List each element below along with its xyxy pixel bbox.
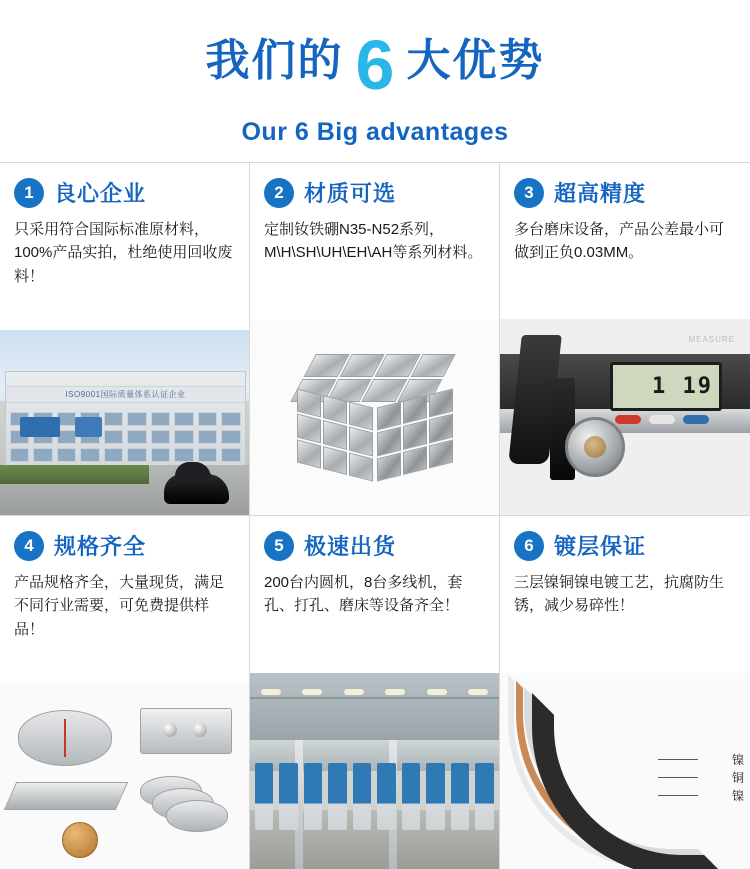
poster-header bbox=[0, 0, 750, 162]
card-title: 极速出货 bbox=[304, 534, 397, 559]
badge-number: 5 bbox=[264, 531, 294, 561]
advantage-card-6 bbox=[500, 516, 750, 869]
factory-building-photo bbox=[0, 330, 249, 515]
caliper-brand-text: MEASURE bbox=[688, 334, 735, 344]
layer-label: 铜 bbox=[731, 771, 744, 785]
card-title: 良心企业 bbox=[54, 181, 147, 206]
layer-label: 镍 bbox=[731, 789, 744, 803]
digital-caliper-photo bbox=[500, 319, 750, 515]
badge-number: 4 bbox=[14, 531, 44, 561]
card-header bbox=[14, 177, 235, 208]
advantage-card-3 bbox=[500, 163, 750, 516]
badge-number: 1 bbox=[14, 178, 44, 208]
advantage-card-4 bbox=[0, 516, 250, 869]
machine-row bbox=[255, 763, 494, 830]
magnet-cube-photo bbox=[250, 320, 499, 515]
title-suffix: 大优势 bbox=[406, 36, 545, 85]
entrance-sign-secondary bbox=[75, 417, 102, 437]
ceiling-lights bbox=[250, 689, 499, 695]
card-description: 200台内圆机，8台多线机，套孔、打孔、磨床等设备齐全！ bbox=[264, 574, 463, 615]
factory-scene bbox=[0, 330, 249, 515]
card-title: 材质可选 bbox=[304, 181, 397, 206]
card-description: 多台磨床设备，产品公差最小可做到正负0.03MM。 bbox=[514, 221, 725, 262]
coating-cutaway bbox=[522, 687, 710, 849]
advantage-card-2 bbox=[250, 163, 500, 516]
coating-layers-diagram bbox=[500, 673, 750, 869]
card-header bbox=[514, 177, 736, 208]
plate-magnet-with-holes bbox=[140, 708, 232, 754]
advantage-card-1 bbox=[0, 163, 250, 516]
title-number: 6 bbox=[355, 26, 395, 104]
bar-magnet bbox=[4, 782, 128, 810]
caliper bbox=[500, 319, 750, 515]
ring-magnets bbox=[140, 776, 232, 824]
measured-ring-magnet bbox=[565, 417, 625, 477]
card-title: 超高精度 bbox=[554, 181, 647, 206]
building-banner-text: ISO9001国际质量体系认证企业 bbox=[6, 386, 245, 403]
hedge bbox=[0, 465, 149, 484]
advantage-card-5 bbox=[250, 516, 500, 869]
leader-line-copper bbox=[658, 777, 698, 778]
caliper-buttons bbox=[615, 415, 709, 424]
magnet-core bbox=[532, 693, 726, 869]
card-description: 只采用符合国际标准原材料，100%产品实拍，杜绝使用回收废料！ bbox=[14, 221, 233, 285]
badge-number: 6 bbox=[514, 531, 544, 561]
size-reference-coin bbox=[62, 822, 98, 858]
leader-line-nickel-2 bbox=[658, 795, 698, 796]
card-header bbox=[14, 530, 235, 561]
workshop-machines-photo bbox=[250, 673, 499, 869]
cube-wrapper bbox=[250, 320, 499, 515]
leader-line-nickel bbox=[658, 759, 698, 760]
card-header bbox=[264, 177, 485, 208]
advantages-grid bbox=[0, 162, 750, 869]
card-title: 镀层保证 bbox=[554, 534, 647, 559]
card-description: 三层镍铜镍电镀工艺，抗腐防生锈，减少易碎性！ bbox=[514, 574, 725, 615]
caliper-display: 1 19 bbox=[610, 362, 722, 411]
page-title bbox=[205, 26, 545, 104]
factory-roof bbox=[250, 673, 499, 740]
badge-number: 3 bbox=[514, 178, 544, 208]
entrance-sign bbox=[20, 417, 60, 437]
card-header bbox=[514, 530, 736, 561]
page-subtitle: Our 6 Big advantages bbox=[241, 118, 509, 146]
title-prefix: 我们的 bbox=[205, 36, 344, 85]
magnet-cube bbox=[289, 354, 461, 482]
disc-magnet-stack bbox=[18, 710, 112, 766]
card-header bbox=[264, 530, 485, 561]
car bbox=[164, 474, 229, 504]
layer-label-list bbox=[732, 751, 744, 805]
layer-label: 镍 bbox=[731, 753, 744, 767]
badge-number: 2 bbox=[264, 178, 294, 208]
magnet-assortment-photo bbox=[0, 684, 249, 869]
card-title: 规格齐全 bbox=[54, 534, 147, 559]
card-description: 定制钕铁硼N35-N52系列，M\H\SH\UH\EH\AH等系列材料。 bbox=[264, 221, 483, 262]
card-description: 产品规格齐全，大量现货，满足不同行业需要，可免费提供样品！ bbox=[14, 574, 225, 638]
